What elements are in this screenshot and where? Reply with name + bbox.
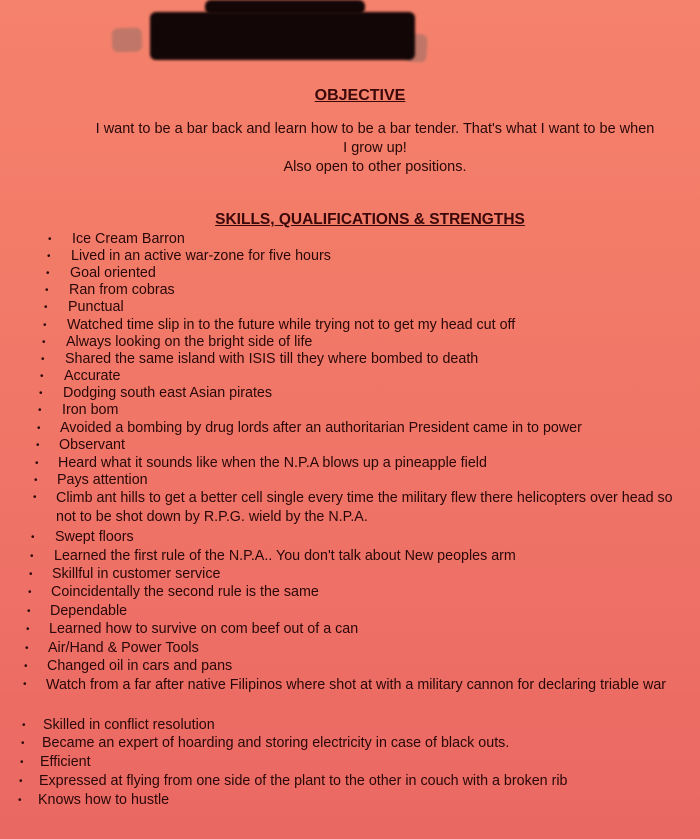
bullet-icon: • bbox=[23, 679, 27, 690]
redacted-contact-info bbox=[150, 12, 415, 60]
bullet-icon: • bbox=[39, 388, 43, 399]
skill-text: Skilled in conflict resolution bbox=[43, 717, 215, 733]
skill-text: Pays attention bbox=[57, 472, 148, 488]
objective-line: I want to be a bar back and learn how to be a bar tender. That's what I want to be when bbox=[95, 121, 655, 137]
bullet-icon: • bbox=[27, 606, 31, 617]
bullet-icon: • bbox=[40, 371, 44, 382]
bullet-icon: • bbox=[21, 738, 25, 749]
skill-text: Knows how to hustle bbox=[38, 792, 170, 808]
skill-text: Air/Hand & Power Tools bbox=[48, 640, 199, 656]
skill-text: Coincidentally the second rule is the same bbox=[51, 584, 319, 600]
bullet-icon: • bbox=[35, 458, 39, 469]
bullet-icon: • bbox=[46, 268, 50, 279]
bullet-icon: • bbox=[34, 475, 38, 486]
bullet-icon: • bbox=[38, 405, 42, 416]
skill-text: Swept floors bbox=[55, 529, 134, 545]
bullet-icon: • bbox=[45, 285, 49, 296]
bullet-icon: • bbox=[22, 720, 26, 731]
bullet-icon: • bbox=[36, 440, 40, 451]
bullet-icon: • bbox=[44, 302, 48, 313]
tape-piece bbox=[112, 27, 143, 52]
bullet-icon: • bbox=[20, 757, 24, 768]
bullet-icon: • bbox=[25, 643, 29, 654]
bullet-icon: • bbox=[29, 569, 33, 580]
bullet-icon: • bbox=[24, 661, 28, 672]
bullet-icon: • bbox=[28, 587, 32, 598]
skill-text: Always looking on the bright side of life bbox=[66, 334, 313, 350]
skill-text: Heard what it sounds like when the N.P.A blows up a pineapple field bbox=[58, 455, 487, 471]
skills-heading: SKILLS, QUALIFICATIONS & STRENGTHS bbox=[215, 211, 525, 228]
bullet-icon: • bbox=[31, 532, 35, 543]
skill-text: Iron bom bbox=[62, 402, 119, 418]
skill-text: Watched time slip in to the future while trying not to get my head cut off bbox=[67, 317, 516, 333]
skill-text: Accurate bbox=[64, 368, 121, 384]
bullet-icon: • bbox=[41, 354, 45, 365]
skill-text: Punctual bbox=[68, 299, 124, 315]
bullet-icon: • bbox=[19, 776, 23, 787]
skill-text: Became an expert of hoarding and storing electricity in case of black outs. bbox=[42, 735, 510, 751]
skill-text: Ran from cobras bbox=[69, 282, 175, 298]
skill-text: Efficient bbox=[40, 754, 91, 770]
bullet-icon: • bbox=[48, 234, 52, 245]
skill-text: Dodging south east Asian pirates bbox=[63, 385, 273, 401]
skill-text: Lived in an active war-zone for five hours bbox=[71, 248, 331, 264]
skill-text: Skillful in customer service bbox=[52, 566, 221, 582]
objective-text bbox=[50, 120, 700, 177]
bullet-icon: • bbox=[18, 795, 22, 806]
skill-text: Changed oil in cars and pans bbox=[47, 658, 233, 674]
skill-text: Learned how to survive on com beef out of a can bbox=[49, 621, 359, 637]
bullet-icon: • bbox=[37, 423, 41, 434]
skill-text: Expressed at flying from one side of the plant to the other in couch with a broken rib bbox=[39, 773, 568, 789]
skill-text: Watch from a far after native Filipinos where shot at with a military cannon for declaring triable war bbox=[46, 677, 667, 693]
skill-text: Avoided a bombing by drug lords after an authoritarian President came in to power bbox=[60, 420, 582, 436]
bullet-icon: • bbox=[43, 320, 47, 331]
bullet-icon: • bbox=[47, 251, 51, 262]
skill-text: Climb ant hills to get a better cell single every time the military flew there helicopters over head so not to be shot down by R.P.G. wield by the N.P.A. bbox=[56, 490, 673, 525]
skill-text: Dependable bbox=[50, 603, 128, 619]
objective-line: Also open to other positions. bbox=[283, 159, 467, 175]
objective-heading: OBJECTIVE bbox=[314, 87, 406, 104]
skill-text: Shared the same island with ISIS till they where bombed to death bbox=[65, 351, 479, 367]
skill-text: Ice Cream Barron bbox=[72, 231, 185, 247]
skill-text: Learned the first rule of the N.P.A.. You don't talk about New peoples arm bbox=[54, 548, 516, 564]
bullet-icon: • bbox=[30, 551, 34, 562]
bullet-icon: • bbox=[33, 492, 37, 503]
bullet-icon: • bbox=[26, 624, 30, 635]
objective-line: I grow up! bbox=[343, 140, 407, 156]
skill-text: Goal oriented bbox=[70, 265, 156, 281]
skill-text: Observant bbox=[59, 437, 125, 453]
bullet-icon: • bbox=[42, 337, 46, 348]
